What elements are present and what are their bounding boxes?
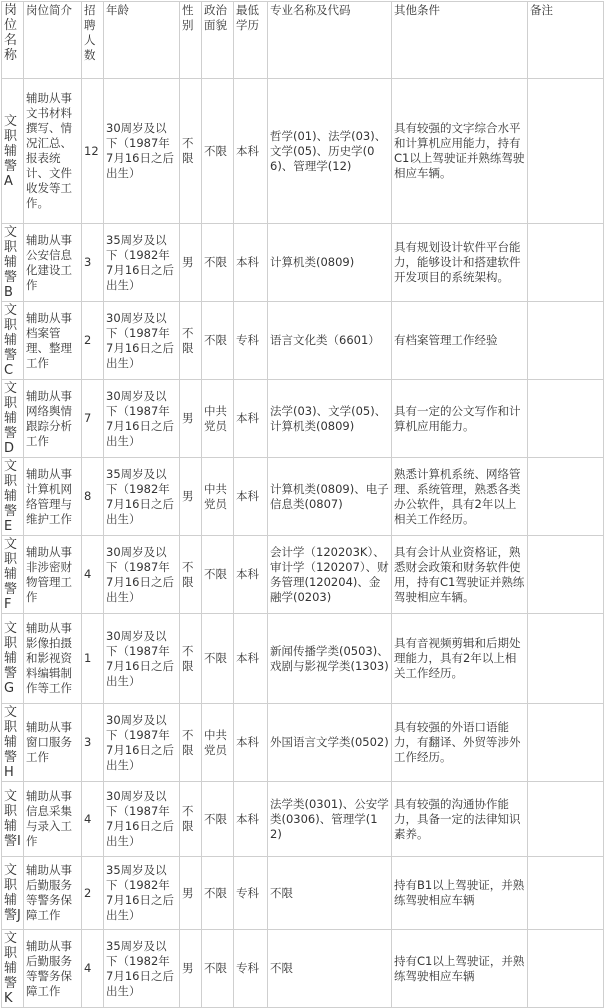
cell-intro: 辅助从事后勤服务等警务保障工作: [24, 857, 82, 930]
header-note: 备注: [528, 2, 604, 79]
cell-age: 30周岁及以下（1987年7月16日之后出生）: [104, 380, 180, 458]
cell-age: 30周岁及以下（1987年7月16日之后出生）: [104, 536, 180, 614]
cell-other: 持有C1以上驾驶证，并熟练驾驶相应车辆: [392, 930, 528, 1008]
cell-major: 会计学（120203K）、审计学（120207）、财务管理(120204)、金融学(0203): [268, 536, 392, 614]
cell-major: 语言文化类（6601）: [268, 302, 392, 380]
cell-edu: 本科: [234, 704, 268, 782]
table-row: [2, 536, 604, 614]
table-row: [2, 224, 604, 302]
cell-name: 文职辅警G: [2, 614, 24, 704]
cell-major: 外国语言文学类(0502): [268, 704, 392, 782]
header-politics: 政治面貌: [202, 2, 234, 79]
table-row: [2, 458, 604, 536]
cell-other: 具有会计从业资格证，熟悉财会政策和财务软件使用，持有C1驾驶证并熟练驾驶相应车辆。: [392, 536, 528, 614]
table-row: [2, 614, 604, 704]
cell-major: 法学类(0301)、公安学类(0306)、管理学(12): [268, 782, 392, 857]
cell-politics: 中共党员: [202, 704, 234, 782]
cell-count: 4: [82, 782, 104, 857]
cell-major: 计算机类(0809)、电子信息类(0807): [268, 458, 392, 536]
cell-name: 文职辅警E: [2, 458, 24, 536]
cell-major: 不限: [268, 930, 392, 1008]
cell-intro: 辅助从事文书材料撰写、情况汇总、报表统计、文件收发等工作。: [24, 79, 82, 224]
cell-age: 30周岁及以下（1987年7月16日之后出生）: [104, 704, 180, 782]
cell-age: 35周岁及以下（1982年7月16日之后出生）: [104, 857, 180, 930]
cell-name: 文职辅警D: [2, 380, 24, 458]
cell-major: 哲学(01)、法学(03)、文学(05)、历史学(06)、管理学(12): [268, 79, 392, 224]
table-row: [2, 930, 604, 1008]
cell-other: 熟悉计算机系统、网络管理、系统管理，熟悉各类办公软件，具有2年以上相关工作经历。: [392, 458, 528, 536]
cell-age: 30周岁及以下（1987年7月16日之后出生）: [104, 782, 180, 857]
header-other: 其他条件: [392, 2, 528, 79]
header-row: [2, 2, 604, 79]
cell-politics: 不限: [202, 224, 234, 302]
cell-count: 2: [82, 857, 104, 930]
cell-politics: 不限: [202, 930, 234, 1008]
cell-edu: 本科: [234, 79, 268, 224]
cell-politics: 不限: [202, 857, 234, 930]
cell-intro: 辅助从事影像拍摄和影视资料编辑制作等工作: [24, 614, 82, 704]
cell-edu: 专科: [234, 930, 268, 1008]
cell-other: 具有较强的外语口语能力，有翻译、外贸等涉外工作经历。: [392, 704, 528, 782]
cell-gender: 不限: [180, 79, 202, 224]
cell-name: 文职辅警A: [2, 79, 24, 224]
cell-intro: 辅助从事后勤服务等警务保障工作: [24, 930, 82, 1008]
cell-note: [528, 458, 604, 536]
cell-other: 具有规划设计软件平台能力，能够设计和搭建软件开发项目的系统架构。: [392, 224, 528, 302]
cell-gender: 不限: [180, 614, 202, 704]
cell-count: 7: [82, 380, 104, 458]
table-row: [2, 302, 604, 380]
cell-note: [528, 79, 604, 224]
header-gender: 性别: [180, 2, 202, 79]
cell-politics: 不限: [202, 79, 234, 224]
header-age: 年龄: [104, 2, 180, 79]
cell-note: [528, 302, 604, 380]
cell-note: [528, 930, 604, 1008]
cell-major: 计算机类(0809): [268, 224, 392, 302]
cell-name: 文职辅警I: [2, 782, 24, 857]
cell-intro: 辅助从事公安信息化建设工作: [24, 224, 82, 302]
cell-gender: 男: [180, 380, 202, 458]
cell-gender: 男: [180, 224, 202, 302]
cell-age: 35周岁及以下（1982年7月16日之后出生）: [104, 930, 180, 1008]
cell-note: [528, 536, 604, 614]
cell-note: [528, 782, 604, 857]
cell-edu: 本科: [234, 614, 268, 704]
cell-note: [528, 704, 604, 782]
table-row: [2, 857, 604, 930]
cell-gender: 男: [180, 458, 202, 536]
cell-major: 新闻传播学类(0503)、戏剧与影视学类(1303): [268, 614, 392, 704]
cell-count: 4: [82, 930, 104, 1008]
header-position-intro: 岗位简介: [24, 2, 82, 79]
cell-other: 持有B1以上驾驶证，并熟练驾驶相应车辆: [392, 857, 528, 930]
cell-count: 2: [82, 302, 104, 380]
header-education: 最低学历: [234, 2, 268, 79]
cell-count: 12: [82, 79, 104, 224]
cell-politics: 中共党员: [202, 380, 234, 458]
cell-note: [528, 380, 604, 458]
cell-other: 具有一定的公文写作和计算机应用能力。: [392, 380, 528, 458]
cell-intro: 辅助从事档案管理、整理工作: [24, 302, 82, 380]
cell-intro: 辅助从事网络舆情跟踪分析工作: [24, 380, 82, 458]
cell-intro: 辅助从事信息采集与录入工作: [24, 782, 82, 857]
cell-edu: 本科: [234, 224, 268, 302]
cell-name: 文职辅警H: [2, 704, 24, 782]
cell-age: 30周岁及以下（1987年7月16日之后出生）: [104, 614, 180, 704]
cell-name: 文职辅警J: [2, 857, 24, 930]
cell-name: 文职辅警C: [2, 302, 24, 380]
cell-gender: 不限: [180, 704, 202, 782]
recruitment-table: [1, 1, 604, 1008]
cell-gender: 不限: [180, 302, 202, 380]
cell-count: 3: [82, 224, 104, 302]
cell-other: 具有较强的文字综合水平和计算机应用能力，持有C1以上驾驶证并熟练驾驶相应车辆。: [392, 79, 528, 224]
cell-politics: 中共党员: [202, 458, 234, 536]
cell-major: 不限: [268, 857, 392, 930]
cell-politics: 不限: [202, 614, 234, 704]
table-row: [2, 380, 604, 458]
header-count: 招聘人数: [82, 2, 104, 79]
header-position-name: 岗位名称: [2, 2, 24, 79]
cell-other: 具有较强的沟通协作能力，具备一定的法律知识素养。: [392, 782, 528, 857]
cell-age: 30周岁及以下（1987年7月16日之后出生）: [104, 79, 180, 224]
cell-age: 35周岁及以下（1982年7月16日之后出生）: [104, 458, 180, 536]
cell-count: 4: [82, 536, 104, 614]
cell-count: 8: [82, 458, 104, 536]
table-row: [2, 782, 604, 857]
cell-other: 有档案管理工作经验: [392, 302, 528, 380]
cell-other: 具有音视频剪辑和后期处理能力，具有2年以上相关工作经历。: [392, 614, 528, 704]
cell-edu: 专科: [234, 302, 268, 380]
cell-count: 1: [82, 614, 104, 704]
table-row: [2, 79, 604, 224]
cell-major: 法学(03)、文学(05)、计算机类(0809): [268, 380, 392, 458]
cell-age: 30周岁及以下（1987年7月16日之后出生）: [104, 302, 180, 380]
cell-gender: 男: [180, 857, 202, 930]
cell-gender: 男: [180, 930, 202, 1008]
cell-intro: 辅助从事窗口服务工作: [24, 704, 82, 782]
table-row: [2, 704, 604, 782]
cell-intro: 辅助从事计算机网络管理与维护工作: [24, 458, 82, 536]
cell-name: 文职辅警F: [2, 536, 24, 614]
cell-edu: 本科: [234, 380, 268, 458]
cell-age: 35周岁及以下（1982年7月16日之后出生）: [104, 224, 180, 302]
cell-note: [528, 224, 604, 302]
cell-note: [528, 614, 604, 704]
cell-politics: 不限: [202, 536, 234, 614]
cell-politics: 不限: [202, 302, 234, 380]
cell-edu: 本科: [234, 458, 268, 536]
cell-gender: 不限: [180, 536, 202, 614]
header-major: 专业名称及代码: [268, 2, 392, 79]
cell-note: [528, 857, 604, 930]
cell-edu: 专科: [234, 857, 268, 930]
cell-politics: 不限: [202, 782, 234, 857]
cell-name: 文职辅警K: [2, 930, 24, 1008]
cell-intro: 辅助从事非涉密财物管理工作: [24, 536, 82, 614]
cell-count: 3: [82, 704, 104, 782]
cell-edu: 本科: [234, 536, 268, 614]
cell-name: 文职辅警B: [2, 224, 24, 302]
cell-edu: 本科: [234, 782, 268, 857]
cell-gender: 不限: [180, 782, 202, 857]
